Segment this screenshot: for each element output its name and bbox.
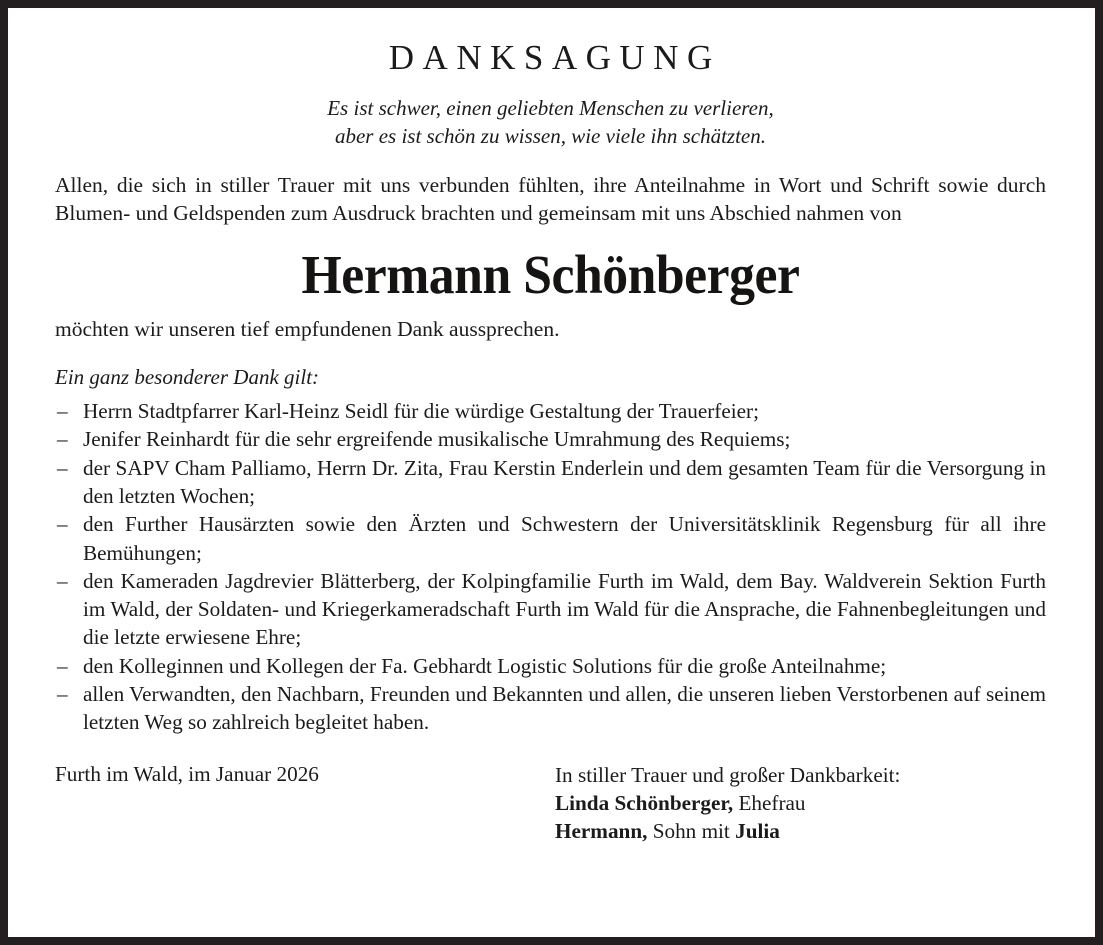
deceased-name: Hermann Schönberger (301, 244, 800, 306)
signatory-relation: Ehefrau (733, 790, 806, 815)
closing-line: möchten wir unseren tief empfundenen Dank aussprechen. (55, 316, 560, 341)
thanks-list (55, 397, 1046, 737)
verse-block (55, 95, 1046, 151)
page-title: DANKSAGUNG (388, 38, 721, 77)
list-item (55, 680, 1046, 737)
dash-bullet-icon: – (57, 399, 68, 424)
place-and-date: Furth im Wald, im Januar 2026 (55, 761, 319, 786)
signatory-row (555, 789, 1046, 817)
list-item-text: Herrn Stadtpfarrer Karl-Heinz Seidl für die würdige Gestaltung der Trauerfeier; (83, 399, 759, 424)
list-item-text: den Kameraden Jagdrevier Blätterberg, der Kolpingfamilie Furth im Wald, dem Bay. Waldverein Sektion Furth im Wald, der Soldaten- und Kriegerkameradschaft Furth im Wald für die Ansprache, die Fahnenbegleitungen und die letzte erwiesene Ehre; (83, 568, 1046, 650)
dash-bullet-icon: – (57, 427, 68, 452)
signatory-name: Hermann, (555, 818, 648, 843)
signature-lead: In stiller Trauer und großer Dankbarkeit: (555, 762, 901, 787)
dash-bullet-icon: – (57, 653, 68, 678)
list-item (55, 567, 1046, 652)
intro-paragraph: Allen, die sich in stiller Trauer mit uns verbunden fühlten, ihre Anteilnahme in Wort und Schrift sowie durch Blumen- und Geldspenden zum Ausdruck brachten und gemeinsam mit uns Abschied nahmen von (55, 172, 1046, 226)
list-item-text: Jenifer Reinhardt für die sehr ergreifende musikalische Umrahmung des Requiems; (83, 427, 791, 452)
signatory-relation: Sohn mit (647, 818, 736, 843)
list-item (55, 454, 1046, 511)
dash-bullet-icon: – (57, 681, 68, 706)
signatory-name-secondary: Julia (735, 818, 780, 843)
verse-line-1: Es ist schwer, einen geliebten Menschen zu verlieren, (327, 95, 774, 120)
thanks-lead: Ein ganz besonderer Dank gilt: (55, 364, 320, 389)
list-item (55, 510, 1046, 567)
list-item-text: den Kolleginnen und Kollegen der Fa. Gebhardt Logistic Solutions für die große Anteilnahme; (83, 653, 887, 678)
signature-block (555, 761, 1046, 846)
list-item (55, 425, 1046, 453)
signatory-name: Linda Schönberger, (555, 790, 734, 815)
list-item (55, 397, 1046, 425)
dash-bullet-icon: – (57, 568, 68, 593)
footer-block (55, 761, 1046, 846)
signatory-row (555, 817, 1046, 845)
list-item-text: der SAPV Cham Palliamo, Herrn Dr. Zita, Frau Kerstin Enderlein und dem gesamten Team für die Versorgung in den letzten Wochen; (83, 455, 1046, 508)
dash-bullet-icon: – (57, 512, 68, 537)
list-item (55, 652, 1046, 680)
list-item-text: allen Verwandten, den Nachbarn, Freunden und Bekannten und allen, die unseren lieben Verstorbenen auf seinem letzten Weg so zahlreich begleitet haben. (83, 681, 1046, 735)
list-item-text: den Further Hausärzten sowie den Ärzten und Schwestern der Universitätsklinik Regensburg für all ihre Bemühungen; (83, 512, 1046, 565)
notice-inner (8, 8, 1095, 937)
dash-bullet-icon: – (57, 455, 68, 480)
verse-line-2: aber es ist schön zu wissen, wie viele ihn schätzten. (334, 123, 767, 148)
